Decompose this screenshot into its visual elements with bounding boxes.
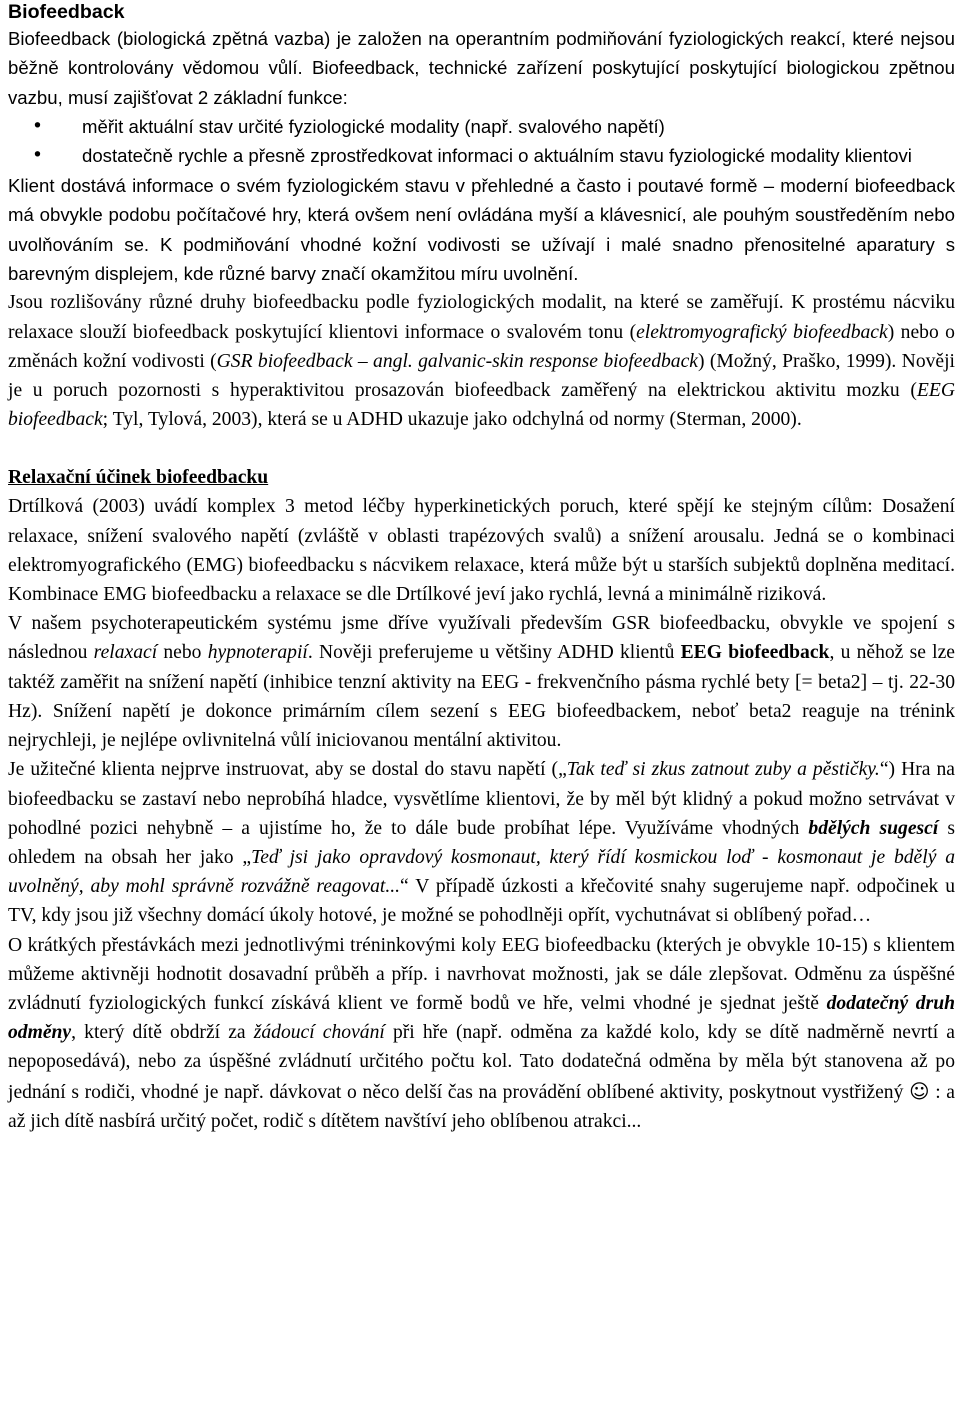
- function-list: [8, 112, 955, 171]
- paragraph-psychotherapy-system: V našem psychoterapeutickém systému jsme dříve využívali především GSR biofeedbacku, obvykle ve spojení s následnou relaxací nebo hypnoterapií. Nověji preferujeme u většiny ADHD klientů EEG biofeedback, u něhož se lze taktéž zaměřit na snížení napětí (inhibice tenzní aktivity na EEG - frekvenčního pásma rychlé bety [= beta2] – tj. 22-30 Hz). Snížení napětí je dokonce primárním cílem sezení s EEG biofeedbackem, neboť beta2 reaguje na trénink nejrychleji, je nejlépe ovlivnitelná vůlí iniciovanou mentální aktivitou.: [8, 613, 955, 752]
- paragraph-breaks-rewards: O krátkých přestávkách mezi jednotlivými tréninkovými koly EEG biofeedbacku (kterých je obvykle 10-15) s klientem můžeme aktivněji hodnotit dosavadní průběh a příp. i navrhovat možnosti, jak se dále zlepšovat. Odměnu za úspěšné zvládnutí fyziologických funkcí získává klient ve formě bodů ve hře, velmi vhodné je sjednat ještě dodatečný druh odměny, který dítě obdrží za žádoucí chování při hře (např. odměna za každé kolo, kdy se dítě nadměrně nevrtí a nepoposedává), nebo za úspěšné zvládnutí určitého počtu kol. Tato dodatečná odměna by měla být stanovena až po jednání s rodiči, vhodné je např. dávkovat o něco delší čas na provádění oblíbené aktivity, poskytnout vystřižený ☺ : a až jich dítě nasbírá určitý počet, rodič s dítětem navštíví jeho oblíbenou atrakci...: [8, 934, 956, 1132]
- list-item: • dostatečně rychle a přesně zprostředkovat informaci o aktuálním stavu fyziologické modality klientovi: [82, 141, 955, 170]
- list-item: • měřit aktuální stav určité fyziologické modality (např. svalového napětí): [82, 112, 955, 141]
- paragraph-client-feedback: Klient dostává informace o svém fyziologickém stavu v přehledné a často i poutavé formě – moderní biofeedback má obvykle podobu počítačové hry, která ovšem není ovládána myší a klávesnicí, ale pouhým soustředěním nebo uvolňováním se. K podmiňování vhodné kožní vodivosti se užívají i malé snadno přenositelné aparatury s barevným displejem, kde různé barvy značí okamžitou míru uvolnění.: [8, 174, 955, 285]
- paragraph-biofeedback-types: Jsou rozlišovány různé druhy biofeedbacku podle fyziologických modalit, na které se zaměřují. K prostému nácviku relaxace slouží biofeedback poskytující klientovi informace o svalovém tonu (elektromyografický biofeedback) nebo o změnách kožní vodivosti (GSR biofeedback – angl. galvanic-skin response biofeedback) (Možný, Praško, 1999). Nověji je u poruch pozornosti s hyperaktivitou prosazován biofeedback zaměřený na elektrickou aktivitu mozku (EEG biofeedback; Tyl, Tylová, 2003), která se u ADHD ukazuje jako odchylná od normy (Sterman, 2000).: [8, 292, 955, 431]
- section-spacer: [8, 434, 955, 463]
- section-title-relaxation: Relaxační účinek biofeedbacku: [8, 467, 269, 489]
- paragraph-instructions: Je užitečné klienta nejprve instruovat, aby se dostal do stavu napětí („Tak teď si zkus zatnout zuby a pěstičky.“) Hra na biofeedbacku se zastaví nebo neprobíhá hladce, vysvětlíme klientovi, že by měl být klidný a pokud možno setrvávat v pohodlné pozici nehybně – a ujistíme ho, že to dále bude probíhat lépe. Využíváme vhodných bdělých sugescí s ohledem na obsah her jako „Teď jsi jako opravdový kosmonaut, který řídí kosmickou loď - kosmonaut je bdělý a uvolněný, aby mohl správně rozvážně reagovat...“ V případě úzkosti a křečovité snahy sugerujeme např. odpočinek u TV, kdy jsou již všechny domácí úkoly hotové, je možné se pohodlněji opřít, vychutnávat si oblíbený pořad…: [8, 759, 955, 927]
- intro-paragraph: Biofeedback (biologická zpětná vazba) je založen na operantním podmiňování fyziologických reakcí, které nejsou běžně kontrolovány vědomou vůlí. Biofeedback, technické zařízení poskytující poskytující biologickou zpětnou vazbu, musí zajišťovat 2 základní funkce:: [8, 28, 955, 108]
- section-title-biofeedback: Biofeedback: [8, 1, 125, 23]
- smiley-icon: ☺: [909, 1079, 930, 1103]
- paragraph-drtilkova: Drtílková (2003) uvádí komplex 3 metod léčby hyperkinetických poruch, které spějí ke stejným cílům: Dosažení relaxace, snížení svalového napětí (zvláště v oblasti trapézových svalů) a snížení arousalu. Jedná se o kombinaci elektromyografického (EMG) biofeedbacku s nácvikem relaxace, která může být u starších subjektů doplněna meditací. Kombinace EMG biofeedbacku a relaxace se dle Drtílkové jeví jako rychlá, levná a minimálně riziková.: [8, 496, 955, 606]
